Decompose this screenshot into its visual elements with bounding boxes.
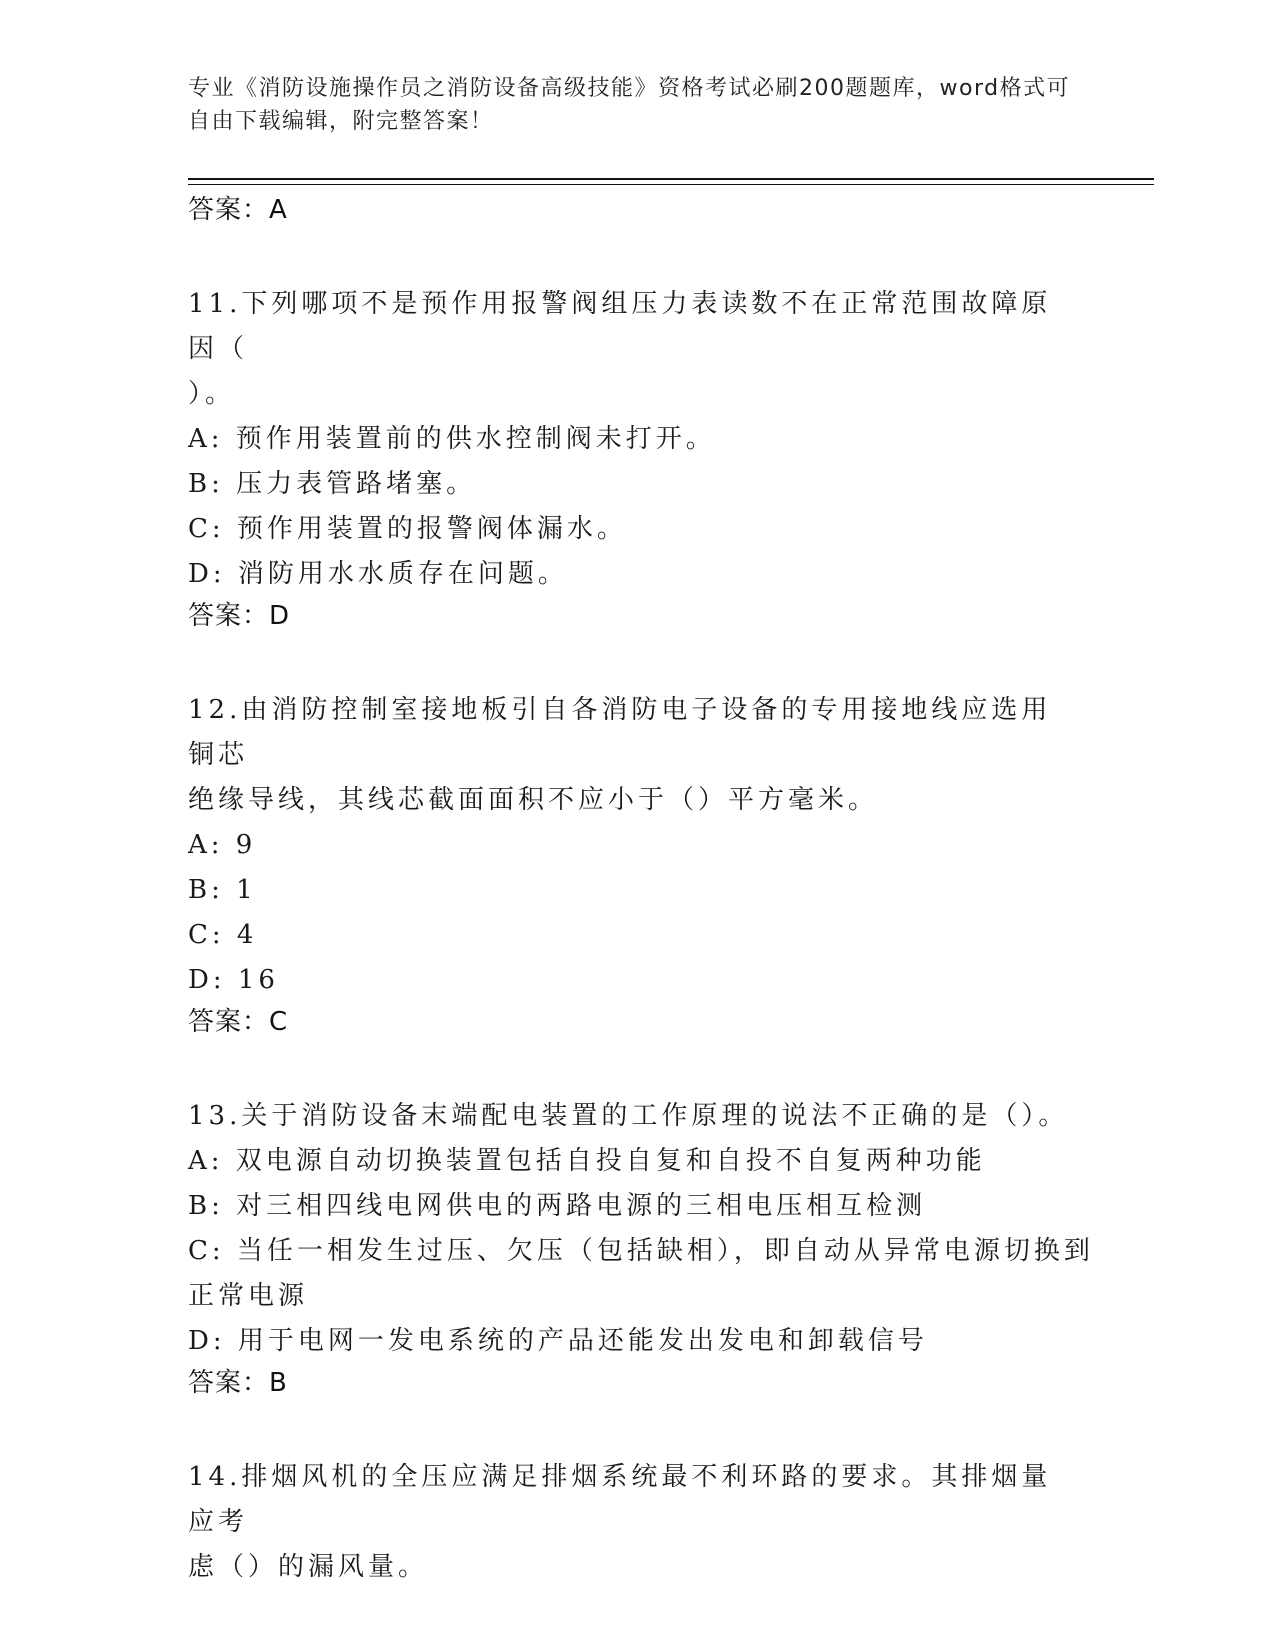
- question-14: [188, 1455, 1088, 1590]
- option-c: C: 4: [188, 920, 258, 950]
- option-c-continued: 正常电源: [188, 1281, 309, 1311]
- question-stem-line: 13.关于消防设备末端配电装置的工作原理的说法不正确的是（）。: [188, 1101, 1069, 1131]
- question-11: [188, 282, 1088, 633]
- answer-line: 答案：B: [188, 1368, 288, 1398]
- question-stem-line: 绝缘导线，其线芯截面面积不应小于（）平方毫米。: [188, 785, 879, 815]
- question-stem-line: 14.排烟风机的全压应满足排烟系统最不利环路的要求。其排烟量应考: [188, 1462, 1052, 1537]
- header-divider-thick: [188, 178, 1154, 180]
- answer-line: 答案：C: [188, 1007, 289, 1037]
- question-stem-line: ）。: [188, 379, 236, 409]
- header-divider-thin: [188, 184, 1154, 185]
- option-a: A: 9: [188, 830, 257, 860]
- option-c: C: 当任一相发生过压、欠压（包括缺相），即自动从异常电源切换到: [188, 1236, 1094, 1266]
- option-a: A: 预作用装置前的供水控制阀未打开。: [188, 424, 716, 454]
- question-12: [188, 688, 1088, 1039]
- answer-line: 答案：A: [188, 195, 288, 225]
- option-a: A: 双电源自动切换装置包括自投自复和自投不自复两种功能: [188, 1146, 986, 1176]
- option-b: B: 对三相四线电网供电的两路电源的三相电压相互检测: [188, 1191, 927, 1221]
- option-c: C: 预作用装置的报警阀体漏水。: [188, 514, 627, 544]
- question-13: [188, 1094, 1094, 1400]
- page-header: 专业《消防设施操作员之消防设备高级技能》资格考试必刷200题题库，word格式可自由下载编辑，附完整答案！: [188, 76, 1071, 134]
- question-stem-line: 12.由消防控制室接地板引自各消防电子设备的专用接地线应选用铜芯: [188, 695, 1052, 770]
- question-stem-line: 11.下列哪项不是预作用报警阀组压力表读数不在正常范围故障原因（: [188, 289, 1052, 364]
- option-b: B: 1: [188, 875, 257, 905]
- option-b: B: 压力表管路堵塞。: [188, 469, 477, 499]
- question-stem-line: 虑（）的漏风量。: [188, 1552, 429, 1582]
- question-list: [188, 193, 1094, 1590]
- option-d: D: 消防用水水质存在问题。: [188, 559, 568, 589]
- answer-line: 答案：D: [188, 601, 291, 631]
- option-d: D: 16: [188, 965, 279, 995]
- option-d: D: 用于电网一发电系统的产品还能发出发电和卸载信号: [188, 1326, 928, 1356]
